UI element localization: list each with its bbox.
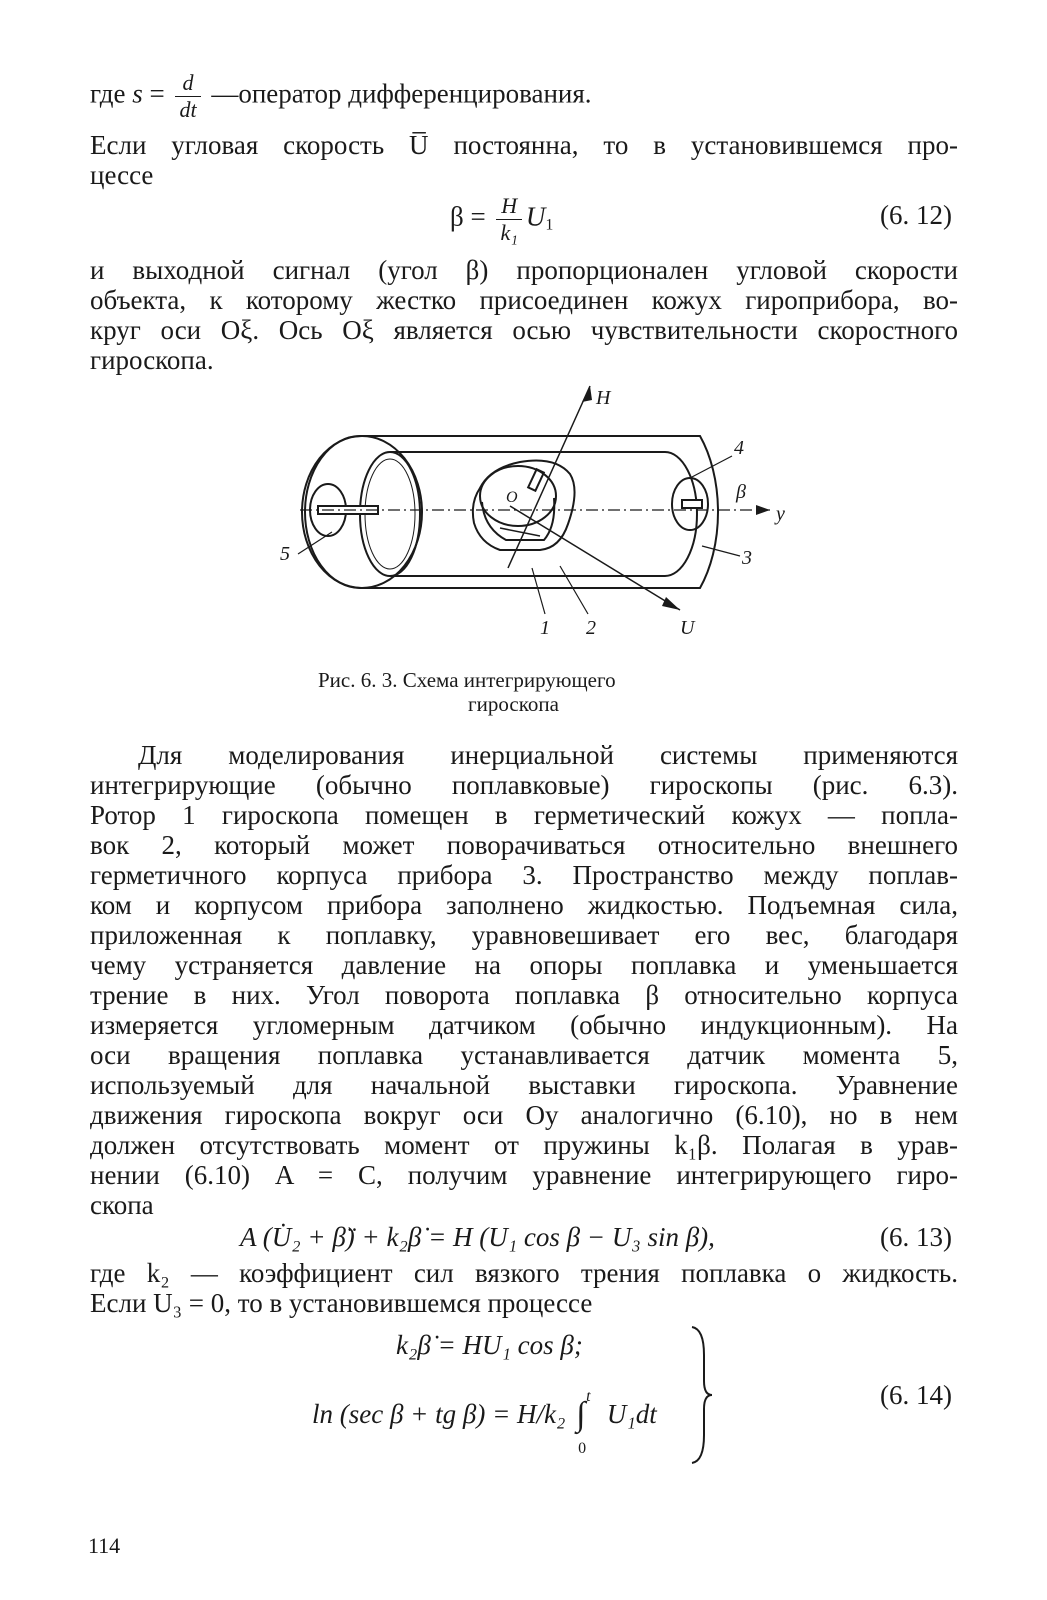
text-line: Ротор 1 гироскопа помещен в герметический кожух — попла- <box>90 800 958 830</box>
axis-H <box>508 386 590 568</box>
text-line: вок 2, который может поворачиваться относительно внешнего <box>90 830 958 860</box>
text-line: гироскопа. <box>90 345 214 375</box>
text-line: нении (6.10) A = C, получим уравнение интегрирующего гиро- <box>90 1160 958 1190</box>
label-U: U <box>680 617 695 639</box>
text-line: движения гироскопа вокруг оси Oy аналогично (6.10), но в нем <box>90 1100 958 1130</box>
label-1: 1 <box>540 617 550 639</box>
text-line: измеряется угломерным датчиком (обычно индукционным). На <box>90 1010 958 1040</box>
arrow-H <box>582 386 592 402</box>
text-line: цессе <box>90 160 154 190</box>
equation-6-12 <box>450 195 553 244</box>
text-line: где k₂ — коэффициент сил вязкого трения поплавка о жидкость. <box>90 1258 958 1288</box>
fraction-numerator: d <box>182 70 194 95</box>
text-operator-definition: —оператор дифференцирования. <box>204 78 592 109</box>
label-y: y <box>776 503 785 525</box>
text-line: чему устраняется давление на опоры поплавка и уменьшается <box>90 950 958 980</box>
eq-rhs: U <box>525 201 546 232</box>
equation-number: (6. 14) <box>880 1380 952 1410</box>
fraction-denominator: k₁ <box>496 219 521 244</box>
fraction-d-dt <box>175 72 200 121</box>
equals-sign: = <box>142 78 172 109</box>
text-line: и выходной сигнал (угол β) пропорционален угловой скорости <box>90 255 958 285</box>
eq-lhs: β = <box>450 201 493 232</box>
text-line: должен отсутствовать момент от пружины k₁β. Полагая в урав- <box>90 1130 958 1160</box>
text-line: приложенная к поплавку, уравновешивает его вес, благодаря <box>90 920 958 950</box>
text-where: где <box>90 78 133 109</box>
fraction-H-k1 <box>496 195 521 244</box>
line-differential-operator <box>90 72 958 121</box>
text-line: скопа <box>90 1190 154 1220</box>
fraction-denominator: dt <box>175 96 200 121</box>
equation-6-13: A (U̇₂ + β̈) + k₂β̇ = H (U₁ cos β − U₃ sin β), <box>240 1222 715 1252</box>
arrow-U <box>662 597 680 610</box>
rotor <box>480 466 556 526</box>
float-cylinder <box>390 452 697 576</box>
text-line: Если угловая скорость U̅ постоянна, то в установившемся про- <box>90 130 958 160</box>
eq-integrand: U₁dt <box>606 1399 657 1429</box>
label-2: 2 <box>586 617 596 639</box>
text-line: герметичного корпуса прибора 3. Пространство между поплав- <box>90 860 958 890</box>
equation-number: (6. 13) <box>880 1222 952 1252</box>
symbol-s: s <box>132 78 143 109</box>
text-line: интегрирующие (обычно поплавковые) гироскопы (рис. 6.3). <box>90 770 958 800</box>
label-4: 4 <box>734 437 744 459</box>
label-H: H <box>596 387 611 409</box>
label-beta: β <box>736 481 746 503</box>
leader-5 <box>298 532 332 554</box>
integral <box>576 1388 596 1457</box>
axis-U <box>510 506 680 610</box>
integral-lower-limit: 0 <box>578 1440 587 1457</box>
figure-integrating-gyroscope <box>270 378 810 648</box>
equation-number: (6. 12) <box>880 200 952 230</box>
figure-caption-line1: Рис. 6. 3. Схема интегрирующего <box>318 668 616 692</box>
text-line: Для моделирования инерциальной системы применяются <box>138 740 958 770</box>
eq-rhs-subscript: 1 <box>545 216 554 234</box>
text-line: оси вращения поплавка устанавливается датчик момента 5, <box>90 1040 958 1070</box>
label-O: O <box>506 489 518 506</box>
equation-6-14-line1: k₂β̇ = HU₁ cos β; <box>396 1330 583 1360</box>
text-line: трение в них. Угол поворота поплавка β относительно корпуса <box>90 980 958 1010</box>
text-line: круг оси Oξ. Ось Oξ является осью чувствительности скоростного <box>90 315 958 345</box>
right-brace <box>690 1325 714 1465</box>
integral-sign: ∫ <box>576 1396 586 1433</box>
text-line: используемый для начальной выставки гироскопа. Уравнение <box>90 1070 958 1100</box>
arrow-y <box>756 505 770 515</box>
fraction-numerator: H <box>501 193 518 218</box>
integral-upper-limit: t <box>586 1388 591 1405</box>
page-number: 114 <box>88 1533 121 1558</box>
label-5: 5 <box>280 543 290 565</box>
figure-caption-line2: гироскопа <box>468 692 559 716</box>
equation-6-14-line2 <box>312 1388 657 1457</box>
text-line: Если U₃ = 0, то в установившемся процессе <box>90 1288 593 1318</box>
leader-2 <box>560 566 588 614</box>
eq-lhs: ln (sec β + tg β) = H/k₂ <box>312 1399 566 1429</box>
text-line: объекта, к которому жестко присоединен кожух гироприбора, во- <box>90 285 958 315</box>
leader-1 <box>532 568 545 614</box>
text-line: ком и корпусом прибора заполнено жидкостью. Подъемная сила, <box>90 890 958 920</box>
label-3: 3 <box>742 547 752 569</box>
leader-3 <box>702 546 740 556</box>
